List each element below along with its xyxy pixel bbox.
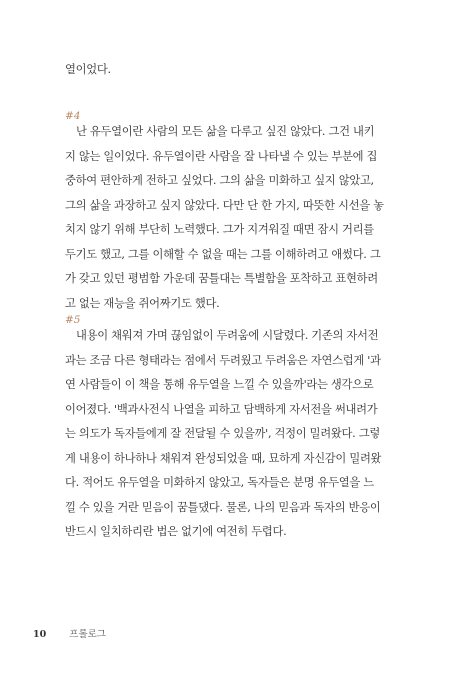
section-4-paragraph: [65, 120, 411, 316]
body-text-line: 난 유두열이란 사람의 모든 삶을 다루고 싶진 않았다. 그건 내키: [76, 125, 375, 138]
body-text-line: 다. 적어도 유두열을 미화하지 않았고, 독자들은 분명 유두열을 느: [65, 476, 374, 489]
body-text-line: 반드시 일치하리란 법은 없기에 여전히 두렵다.: [65, 525, 287, 538]
body-text-line: 연 사람들이 이 책을 통해 유두열을 느낄 수 있을까'라는 생각으로: [65, 378, 374, 391]
section-marker-5: #5: [65, 314, 81, 326]
body-text-line: 중하여 편안하게 전하고 싶었다. 그의 삶을 미화하고 싶지 않았고,: [65, 174, 374, 187]
body-text-line: 게 내용이 하나하나 채워져 완성되었을 때, 묘하게 자신감이 밀려왔: [65, 451, 382, 465]
body-text-line: 이어졌다. '백과사전식 나열을 피하고 담백하게 자서전을 써내려가: [65, 402, 378, 416]
section-5-paragraph: [65, 324, 411, 545]
page-footer: [33, 626, 106, 640]
body-text-line: 치지 않기 위해 부단히 노력했다. 그가 지겨워질 때면 잠시 거리를: [65, 223, 374, 236]
body-text-line: 낄 수 있을 거란 믿음이 꿈틀댔다. 물론, 나의 믿음과 독자의 반응이: [65, 500, 381, 514]
opening-paragraph-end: [65, 58, 411, 83]
section-marker-4: #4: [65, 110, 81, 122]
body-text-line: 두기도 했고, 그를 이해할 수 없을 때는 그를 이해하려고 애썼다. 그: [65, 247, 381, 261]
page-number: 10: [33, 629, 47, 640]
body-text-line: 과는 조금 다른 형태라는 점에서 두려웠고 두려움은 자연스럽게 '과: [65, 353, 381, 367]
body-text-line: 가 갖고 있던 평범함 가운데 꿈틀대는 특별함을 포착하고 표현하려: [65, 272, 378, 285]
body-text-line: 지 않는 일이었다. 유두열이란 사람을 잘 나타낼 수 있는 부분에 집: [65, 149, 378, 163]
body-text-line: 고 없는 재능을 쥐어짜기도 했다.: [65, 296, 220, 310]
running-section-title: 프롤로그: [69, 629, 106, 640]
body-text-line: 내용이 채워져 가며 끊임없이 두려움에 시달렸다. 기존의 자서전: [76, 329, 379, 342]
body-text-line: 열이었다.: [65, 63, 111, 76]
body-text-line: 는 의도가 독자들에게 잘 전달될 수 있을까', 걱정이 밀려왔다. 그렇: [65, 427, 380, 440]
body-text-line: 그의 삶을 과장하고 싶지 않았다. 다만 단 한 가지, 따뜻한 시선을 놓: [65, 198, 384, 212]
